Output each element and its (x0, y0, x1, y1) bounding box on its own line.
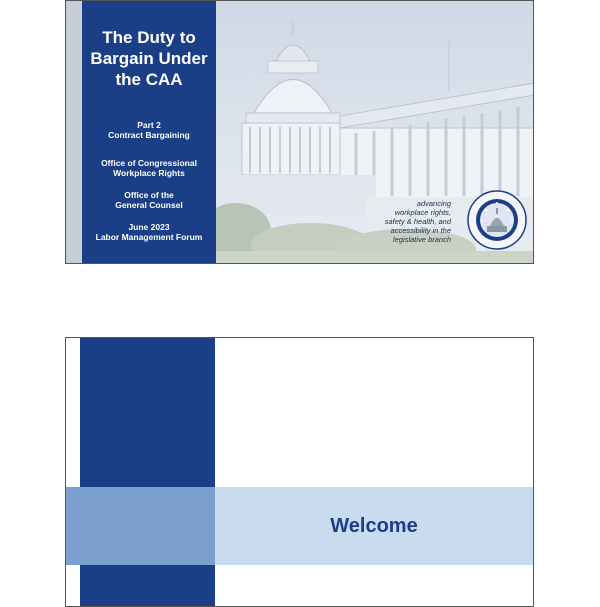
event-name: Labor Management Forum (95, 232, 203, 242)
counsel-name (82, 190, 216, 210)
seal-logo (467, 190, 527, 250)
welcome-slide (65, 337, 534, 607)
part-number: Part 2 (137, 120, 161, 130)
tagline-line: workplace rights, (394, 208, 451, 217)
tagline-line: accessibility in the (390, 226, 451, 235)
title-band-overlay (66, 487, 215, 565)
title-slide (65, 0, 534, 264)
part-subtitle (82, 120, 216, 140)
office-line-1: Office of Congressional (101, 158, 197, 168)
part-name: Contract Bargaining (108, 130, 190, 140)
title-panel (82, 1, 216, 263)
tagline-line: legislative branch (393, 235, 451, 244)
date-line: June 2023 (128, 222, 170, 232)
office-line-2: Workplace Rights (113, 168, 185, 178)
navy-sidebar (80, 338, 215, 606)
slide-left-strip (66, 1, 82, 263)
event-date (82, 222, 216, 242)
tagline-line: advancing (416, 199, 451, 208)
welcome-title: Welcome (330, 514, 418, 537)
slide-title: The Duty to Bargain Under the CAA (90, 28, 208, 89)
tagline-line: safety & health, and (384, 217, 451, 226)
office-name (82, 158, 216, 178)
tagline (385, 199, 451, 244)
counsel-line-2: General Counsel (115, 200, 183, 210)
counsel-line-1: Office of the (124, 190, 174, 200)
